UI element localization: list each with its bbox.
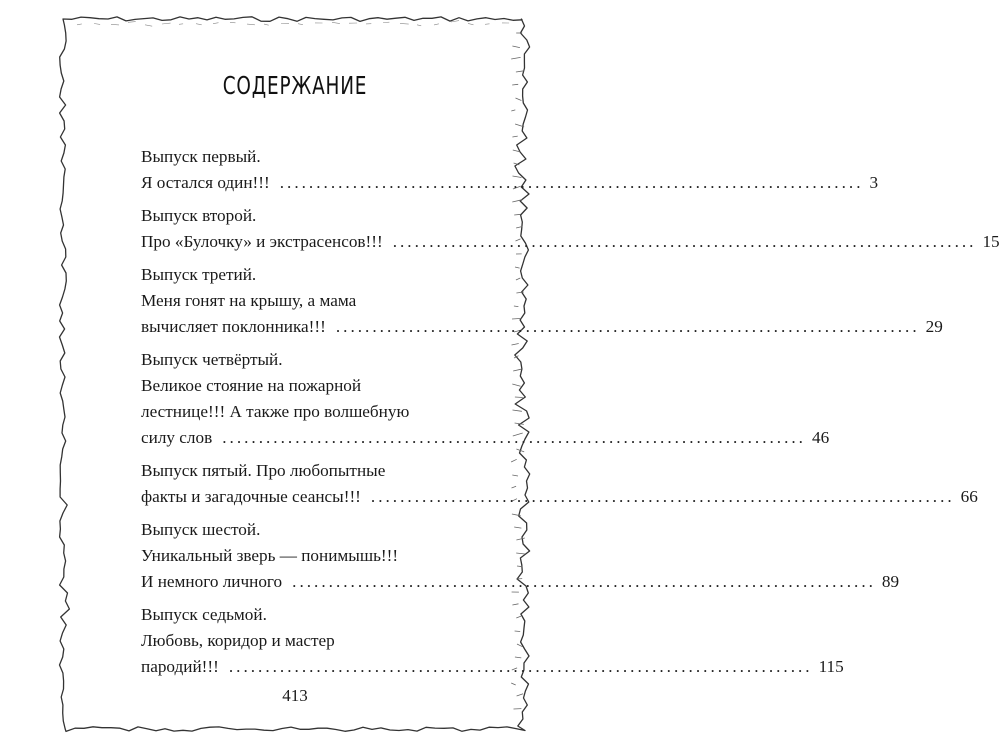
toc-entry-line: Выпуск второй. [141,206,257,225]
dot-leader: ................................................................................ [335,317,920,336]
toc-title: СОДЕРЖАНИЕ [222,71,368,100]
toc-entry-line: И немного личного [141,572,283,591]
toc-entry [141,458,978,510]
dot-leader: ................................................................................ [292,572,876,591]
toc-entry [141,203,1000,255]
toc-entry-page: 89 [881,572,900,591]
toc-entry-last-line [141,314,943,340]
toc-entry-page: 15 [982,232,1000,251]
dot-leader: ................................................................................ [228,657,813,676]
toc-entry [141,144,879,196]
dot-leader: ................................................................................ [370,487,955,506]
dot-leader: ................................................................................ [392,232,977,251]
toc-entry-line: Уникальный зверь — понимышь!!! [141,546,399,565]
toc-entry-line: Я остался один!!! [141,173,270,192]
toc-entry-line: Выпуск третий. [141,265,257,284]
torn-edge-shade-stroke [515,397,523,398]
toc-entry [141,347,830,451]
toc-entry-line: Выпуск шестой. [141,520,261,539]
toc-entry-line: Про «Булочку» и экстрасенсов!!! [141,232,383,251]
torn-edge-shade-stroke [515,631,521,632]
dot-leader: ................................................................................ [279,173,864,192]
toc-entry-line: факты и загадочные сеансы!!! [141,487,361,506]
toc-entry-line: Любовь, коридор и мастер [141,631,335,650]
table-of-contents [141,144,1000,687]
toc-entry-page: 3 [869,173,879,192]
toc-entry-page: 115 [818,657,844,676]
toc-entry-last-line [141,425,830,451]
toc-entry-line: Меня гонят на крышу, а мама [141,291,357,310]
toc-entry-last-line [141,229,1000,255]
toc-entry-last-line [141,170,879,196]
toc-entry-page: 29 [925,317,943,336]
toc-entry-last-line [141,654,844,680]
toc-entry [141,517,900,595]
dot-leader: ................................................................................ [222,428,806,447]
toc-entry [141,262,943,340]
toc-entry-line: Выпуск седьмой. [141,605,267,624]
toc-entry-line: Великое стояние на пожарной [141,376,362,395]
toc-entry-line: Выпуск четвёртый. [141,350,283,369]
toc-entry-last-line [141,569,900,595]
toc-entry [141,602,844,680]
toc-entry-last-line [141,484,978,510]
toc-entry-line: вычисляет поклонника!!! [141,317,326,336]
toc-entry-page: 66 [960,487,978,506]
toc-entry-line: лестнице!!! А также про волшебную [141,402,410,421]
page-number: 413 [282,686,308,705]
toc-entry-line: силу слов [141,428,213,447]
toc-entry-line: Выпуск первый. [141,147,261,166]
toc-entry-page: 46 [811,428,830,447]
toc-entry-line: Выпуск пятый. Про любопытные [141,461,386,480]
toc-entry-line: пародий!!! [141,657,219,676]
